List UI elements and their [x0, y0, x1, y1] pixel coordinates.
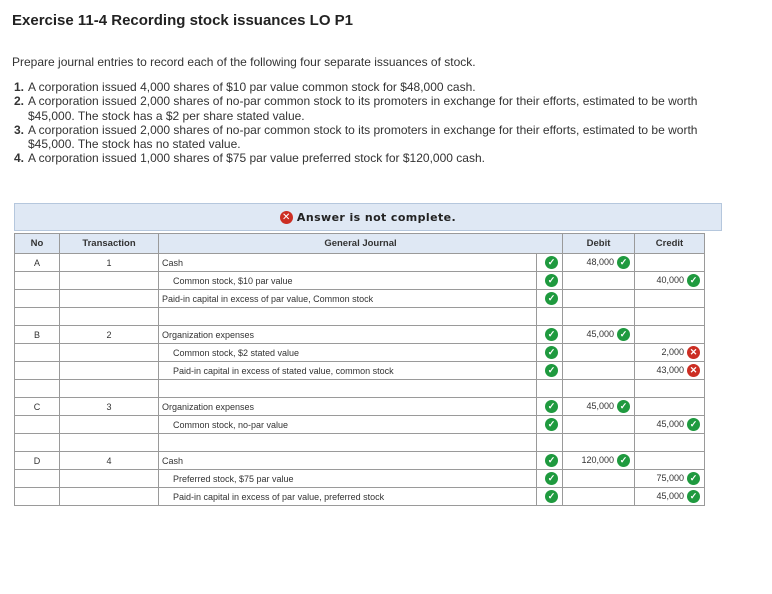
debit-amount-field[interactable] — [563, 488, 635, 506]
requirement-text: A corporation issued 2,000 shares of no-par common stock to its promoters in exchange for their efforts, estimated to be worth $45,000. The stock has a $2 per share stated value. — [28, 94, 698, 123]
table-row — [15, 272, 705, 290]
account-name-field[interactable]: Preferred stock, $75 par value — [159, 470, 537, 488]
row-status-cell — [537, 398, 563, 416]
row-status-cell — [537, 362, 563, 380]
credit-amount-field[interactable] — [635, 452, 705, 470]
spacer-cell — [15, 308, 60, 326]
credit-value: 40,000 — [656, 274, 684, 285]
table-row — [15, 416, 705, 434]
spacer-cell — [159, 434, 537, 452]
credit-value: 2,000 — [661, 346, 684, 357]
entry-spacer-row — [15, 434, 705, 452]
header-general-journal: General Journal — [159, 234, 563, 254]
spacer-cell — [563, 380, 635, 398]
spacer-cell — [60, 308, 159, 326]
debit-amount-field[interactable] — [563, 362, 635, 380]
check-circle-icon: ✓ — [545, 346, 558, 359]
spacer-cell — [60, 380, 159, 398]
table-row — [15, 362, 705, 380]
transaction-number: 2 — [60, 326, 159, 344]
credit-amount-field[interactable] — [635, 290, 705, 308]
check-circle-icon: ✓ — [545, 292, 558, 305]
table-row — [15, 398, 705, 416]
spacer-cell — [15, 380, 60, 398]
entry-spacer-row — [15, 308, 705, 326]
entry-spacer-row — [15, 380, 705, 398]
entry-no: A — [15, 254, 60, 272]
check-circle-icon: ✓ — [545, 256, 558, 269]
debit-amount-field[interactable] — [563, 470, 635, 488]
debit-amount-field[interactable] — [563, 290, 635, 308]
requirement-item — [14, 123, 714, 152]
debit-amount-field[interactable] — [563, 398, 635, 416]
spacer-cell — [537, 380, 563, 398]
entry-no: B — [15, 326, 60, 344]
exercise-title: Exercise 11-4 Recording stock issuances LO P1 — [12, 12, 354, 29]
check-circle-icon: ✓ — [545, 400, 558, 413]
row-status-cell — [537, 470, 563, 488]
transaction-number — [60, 470, 159, 488]
credit-value: 45,000 — [656, 418, 684, 429]
check-circle-icon: ✓ — [545, 472, 558, 485]
transaction-number — [60, 272, 159, 290]
credit-amount-field[interactable] — [635, 344, 705, 362]
spacer-cell — [635, 434, 705, 452]
row-status-cell — [537, 416, 563, 434]
entry-no — [15, 362, 60, 380]
entry-no — [15, 470, 60, 488]
journal-table — [14, 233, 705, 506]
check-circle-icon: ✓ — [617, 400, 630, 413]
row-status-cell — [537, 326, 563, 344]
requirements-list — [14, 80, 714, 166]
spacer-cell — [563, 434, 635, 452]
requirement-text: A corporation issued 2,000 shares of no-par common stock to its promoters in exchange for their efforts, estimated to be worth $45,000. The stock has no stated value. — [28, 122, 698, 152]
account-name-field[interactable]: Organization expenses — [159, 326, 537, 344]
account-name-field[interactable]: Paid-in capital in excess of stated value, common stock — [159, 362, 537, 380]
account-name-field[interactable]: Common stock, $10 par value — [159, 272, 537, 290]
transaction-number: 4 — [60, 452, 159, 470]
x-circle-icon: ✕ — [687, 346, 700, 359]
debit-amount-field[interactable] — [563, 272, 635, 290]
spacer-cell — [537, 434, 563, 452]
transaction-number — [60, 362, 159, 380]
check-circle-icon: ✓ — [617, 454, 630, 467]
table-row — [15, 470, 705, 488]
spacer-cell — [159, 380, 537, 398]
check-circle-icon: ✓ — [687, 418, 700, 431]
spacer-cell — [563, 308, 635, 326]
check-circle-icon: ✓ — [545, 364, 558, 377]
check-circle-icon: ✓ — [687, 490, 700, 503]
header-transaction: Transaction — [60, 234, 159, 254]
table-row — [15, 290, 705, 308]
instructions: Prepare journal entries to record each of the following four separate issuances of stock. — [12, 55, 476, 69]
transaction-number: 1 — [60, 254, 159, 272]
account-name-field[interactable]: Organization expenses — [159, 398, 537, 416]
check-circle-icon: ✓ — [617, 328, 630, 341]
credit-amount-field[interactable] — [635, 254, 705, 272]
check-circle-icon: ✓ — [545, 328, 558, 341]
credit-value: 43,000 — [656, 364, 684, 375]
table-row — [15, 488, 705, 506]
header-credit: Credit — [635, 234, 705, 254]
account-name-field[interactable]: Common stock, no-par value — [159, 416, 537, 434]
credit-amount-field[interactable] — [635, 416, 705, 434]
row-status-cell — [537, 272, 563, 290]
debit-value: 120,000 — [581, 454, 614, 465]
entry-no — [15, 488, 60, 506]
check-circle-icon: ✓ — [545, 274, 558, 287]
requirement-number: 1. — [14, 80, 25, 94]
row-status-cell — [537, 488, 563, 506]
requirement-number: 4. — [14, 151, 25, 166]
entry-no: D — [15, 452, 60, 470]
account-name-field[interactable]: Cash — [159, 452, 537, 470]
check-circle-icon: ✓ — [545, 418, 558, 431]
check-circle-icon: ✓ — [687, 472, 700, 485]
debit-amount-field[interactable] — [563, 416, 635, 434]
check-circle-icon: ✓ — [545, 490, 558, 503]
debit-amount-field[interactable] — [563, 344, 635, 362]
debit-value: 45,000 — [586, 400, 614, 411]
row-status-cell — [537, 254, 563, 272]
requirement-text: A corporation issued 4,000 shares of $10 par value common stock for $48,000 cash. — [28, 80, 476, 94]
debit-amount-field[interactable] — [563, 452, 635, 470]
credit-value: 45,000 — [656, 490, 684, 501]
row-status-cell — [537, 452, 563, 470]
debit-amount-field[interactable] — [563, 326, 635, 344]
credit-amount-field[interactable] — [635, 272, 705, 290]
row-status-cell — [537, 344, 563, 362]
credit-amount-field[interactable] — [635, 488, 705, 506]
credit-amount-field[interactable] — [635, 326, 705, 344]
answer-status-banner — [14, 203, 722, 231]
table-row — [15, 326, 705, 344]
check-circle-icon: ✓ — [617, 256, 630, 269]
transaction-number — [60, 344, 159, 362]
debit-value: 45,000 — [586, 328, 614, 339]
table-header-row — [15, 234, 705, 254]
spacer-cell — [159, 308, 537, 326]
credit-amount-field[interactable] — [635, 470, 705, 488]
table-row — [15, 452, 705, 470]
header-debit: Debit — [563, 234, 635, 254]
credit-amount-field[interactable] — [635, 362, 705, 380]
spacer-cell — [15, 434, 60, 452]
credit-value: 75,000 — [656, 472, 684, 483]
spacer-cell — [635, 380, 705, 398]
transaction-number: 3 — [60, 398, 159, 416]
entry-no — [15, 272, 60, 290]
check-circle-icon: ✓ — [687, 274, 700, 287]
header-no: No — [15, 234, 60, 254]
x-circle-icon: ✕ — [687, 364, 700, 377]
spacer-cell — [537, 308, 563, 326]
transaction-number — [60, 488, 159, 506]
spacer-cell — [635, 308, 705, 326]
table-row — [15, 344, 705, 362]
x-circle-icon: ✕ — [280, 211, 293, 224]
account-name-field[interactable]: Paid-in capital in excess of par value, preferred stock — [159, 488, 537, 506]
transaction-number — [60, 290, 159, 308]
debit-value: 48,000 — [586, 256, 614, 267]
row-status-cell — [537, 290, 563, 308]
transaction-number — [60, 416, 159, 434]
banner-text: Answer is not complete. — [296, 210, 457, 224]
entry-no — [15, 290, 60, 308]
entry-no: C — [15, 398, 60, 416]
requirement-number: 2. — [14, 94, 25, 109]
debit-amount-field[interactable] — [563, 254, 635, 272]
credit-amount-field[interactable] — [635, 398, 705, 416]
requirement-number: 3. — [14, 122, 25, 137]
spacer-cell — [60, 434, 159, 452]
entry-no — [15, 416, 60, 434]
requirement-item — [14, 94, 714, 123]
table-row — [15, 254, 705, 272]
requirement-text: A corporation issued 1,000 shares of $75 par value preferred stock for $120,000 cash. — [28, 151, 485, 166]
entry-no — [15, 344, 60, 362]
requirement-item — [14, 151, 714, 165]
requirement-item — [14, 80, 714, 94]
check-circle-icon: ✓ — [545, 454, 558, 467]
account-name-field[interactable]: Common stock, $2 stated value — [159, 344, 537, 362]
account-name-field[interactable]: Cash — [159, 254, 537, 272]
account-name-field[interactable]: Paid-in capital in excess of par value, Common stock — [159, 290, 537, 308]
